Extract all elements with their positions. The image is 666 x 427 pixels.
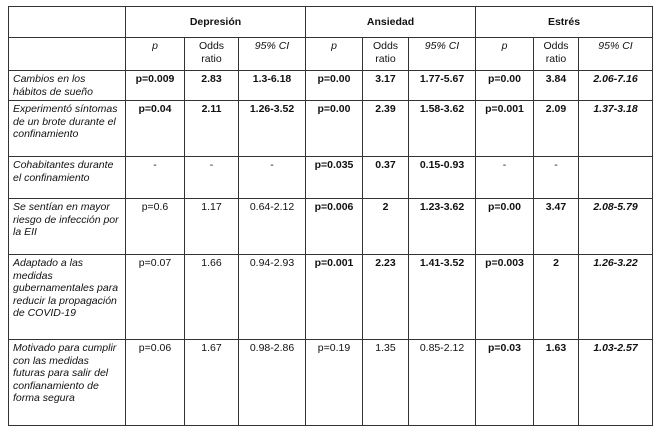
table-cell: 1.03-2.57 — [579, 340, 653, 426]
table-cell: p=0.006 — [306, 199, 363, 255]
table-body — [9, 71, 653, 426]
table-cell: 2.09 — [534, 101, 579, 157]
table-row — [9, 199, 653, 255]
row-label: Experimentó síntomas de un brote durante el confinamiento — [9, 101, 126, 157]
table-cell: 2 — [363, 199, 409, 255]
table-cell: p=0.001 — [476, 101, 534, 157]
table-cell: 1.23-3.62 — [409, 199, 476, 255]
table-cell: p=0.009 — [126, 71, 185, 101]
table-cell: 1.41-3.52 — [409, 255, 476, 340]
table-cell: 0.15-0.93 — [409, 157, 476, 199]
row-label: Cambios en los hábitos de sueño — [9, 71, 126, 101]
subheader-ci: 95% CI — [239, 38, 306, 71]
table-cell: 1.17 — [185, 199, 239, 255]
table-cell: p=0.00 — [476, 71, 534, 101]
subheader-odds: Odds ratio — [185, 38, 239, 71]
table-row — [9, 157, 653, 199]
subheader-odds: Odds ratio — [534, 38, 579, 71]
subheader-p: p — [306, 38, 363, 71]
table-cell: 3.84 — [534, 71, 579, 101]
table-cell: - — [126, 157, 185, 199]
row-label: Adaptado a las medidas gubernamentales para reducir la propagación de COVID-19 — [9, 255, 126, 340]
table-row — [9, 340, 653, 426]
row-label: Se sentían en mayor riesgo de infección por la EII — [9, 199, 126, 255]
table-cell: 1.3-6.18 — [239, 71, 306, 101]
results-table — [8, 6, 653, 426]
table-cell: p=0.06 — [126, 340, 185, 426]
subheader-p: p — [126, 38, 185, 71]
table-cell: 3.47 — [534, 199, 579, 255]
table-cell: p=0.6 — [126, 199, 185, 255]
table-cell: p=0.03 — [476, 340, 534, 426]
row-label: Motivado para cumplir con las medidas futuras para salir del confianamiento de forma segura — [9, 340, 126, 426]
subheader-odds: Odds ratio — [363, 38, 409, 71]
results-table-container — [8, 6, 653, 426]
table-cell: 1.67 — [185, 340, 239, 426]
table-cell: 0.64-2.12 — [239, 199, 306, 255]
row-label: Cohabitantes durante el confinamiento — [9, 157, 126, 199]
group-header-ansiedad: Ansiedad — [306, 7, 476, 38]
table-cell: 0.94-2.93 — [239, 255, 306, 340]
corner-cell — [9, 7, 126, 38]
table-cell: p=0.19 — [306, 340, 363, 426]
table-cell: 1.35 — [363, 340, 409, 426]
table-cell: - — [185, 157, 239, 199]
group-header-row — [9, 7, 653, 38]
table-cell: p=0.003 — [476, 255, 534, 340]
table-cell: - — [239, 157, 306, 199]
subheader-ci: 95% CI — [579, 38, 653, 71]
table-cell: 1.66 — [185, 255, 239, 340]
group-header-depresion: Depresión — [126, 7, 306, 38]
subheader-ci: 95% CI — [409, 38, 476, 71]
table-cell: 2.08-5.79 — [579, 199, 653, 255]
table-cell: p=0.00 — [476, 199, 534, 255]
table-cell: 1.58-3.62 — [409, 101, 476, 157]
table-cell: 2.39 — [363, 101, 409, 157]
table-cell: p=0.001 — [306, 255, 363, 340]
corner-cell-2 — [9, 38, 126, 71]
table-cell: 0.37 — [363, 157, 409, 199]
table-cell: 2 — [534, 255, 579, 340]
table-cell: 1.37-3.18 — [579, 101, 653, 157]
table-cell: 2.23 — [363, 255, 409, 340]
subheader-row — [9, 38, 653, 71]
table-cell: - — [476, 157, 534, 199]
table-cell: 3.17 — [363, 71, 409, 101]
table-cell: p=0.00 — [306, 101, 363, 157]
table-cell: 1.26-3.52 — [239, 101, 306, 157]
group-header-estres: Estrés — [476, 7, 653, 38]
table-cell: 0.85-2.12 — [409, 340, 476, 426]
table-cell: 0.98-2.86 — [239, 340, 306, 426]
table-cell: p=0.035 — [306, 157, 363, 199]
table-cell: 1.26-3.22 — [579, 255, 653, 340]
table-cell: 1.63 — [534, 340, 579, 426]
table-cell: p=0.04 — [126, 101, 185, 157]
table-cell — [579, 157, 653, 199]
table-cell: 2.11 — [185, 101, 239, 157]
table-row — [9, 255, 653, 340]
table-cell: p=0.07 — [126, 255, 185, 340]
table-row — [9, 71, 653, 101]
table-cell: 2.83 — [185, 71, 239, 101]
table-row — [9, 101, 653, 157]
table-cell: 1.77-5.67 — [409, 71, 476, 101]
table-cell: - — [534, 157, 579, 199]
table-cell: p=0.00 — [306, 71, 363, 101]
table-cell: 2.06-7.16 — [579, 71, 653, 101]
subheader-p: p — [476, 38, 534, 71]
